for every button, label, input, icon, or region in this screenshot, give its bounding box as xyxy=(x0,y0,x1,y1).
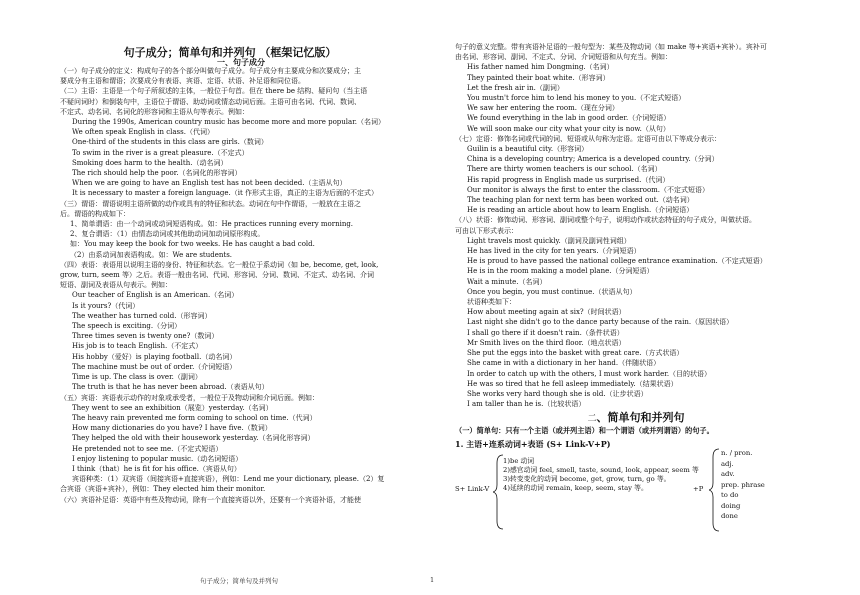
left-line: The machine must be out of order.（介词短语） xyxy=(72,362,237,371)
left-line: （五）宾语：宾语表示动作的对象或承受者，一般位于及物动词和介词后面。例如： xyxy=(60,393,319,402)
left-line: Smoking does harm to the health.（动名词） xyxy=(72,158,228,167)
formula-heading: 1. 主语+连系动词+表语 (S+ Link-V+P) xyxy=(455,438,611,449)
left-line: （三）谓语：谓语说明主语所做的动作或具有的特征和状态。动词在句中作谓语，一般放在主语之 xyxy=(60,199,361,208)
left-line: 不疑问词时）和倒装句中，主语位于谓语、助动词或情态动词后面。主语可由名词、代词、数词、 xyxy=(60,97,361,106)
left-line: To swim in the river is a great pleasure.（不定式） xyxy=(72,148,249,157)
right-line: We will soon make our city what your city is now.（从句） xyxy=(467,124,670,133)
left-line: grow, turn, seem 等）之后。表语一般由名词、代词、形容词、分词、数词、不定式、动名词、介词 xyxy=(60,271,375,280)
page-title: 句子成分；简单句和并列句 （框架记忆版） xyxy=(123,46,337,59)
diagram-item: 3)转变变化的动词 become, get, grow, turn, go 等。 xyxy=(503,474,671,483)
left-line: They helped the old with their housework yesterday.（名词化形容词） xyxy=(72,434,315,443)
left-line: Three times seven is twenty one?（数词） xyxy=(72,332,219,341)
right-line: We saw her entering the room.（现在分词） xyxy=(467,104,619,113)
right-line: Our monitor is always the first to enter the classroom.（不定式短语） xyxy=(467,185,710,194)
right-line: Wait a minute.（名词） xyxy=(467,277,547,286)
page-number: 1 xyxy=(430,576,435,584)
page-footer: 句子成分；简单句及并列句 xyxy=(200,577,278,585)
right-line: I shall go there if it doesn't rain.（条件状语） xyxy=(467,328,624,337)
right-line: China is a developing country; America is a developed country.（分词） xyxy=(467,155,719,164)
left-line: The truth is that he has never been abroad.（表语从句） xyxy=(72,383,269,392)
left-line: 宾语种类：（1）双宾语（间接宾语+直接宾语），例如：Lend me your dictionary, please.（2）复 xyxy=(72,475,385,484)
left-line: 要成分有主语和谓语；次要成分有表语、宾语、定语、状语、补足语和同位语。 xyxy=(60,77,305,86)
right-line: He is reading an article about how to learn English.（介词短语） xyxy=(467,206,694,215)
left-line: His job is to teach English.（不定式） xyxy=(72,342,203,351)
right-line: He is in the room making a model plane.（分词短语） xyxy=(467,267,654,276)
left-line: Our teacher of English is an American.（名词） xyxy=(72,291,239,300)
right-line: Once you begin, you must continue.（状语从句） xyxy=(467,287,637,296)
left-line: 1、简单谓语：由一个动词或动词短语构成。如：He practices running every morning. xyxy=(70,220,354,229)
left-line: It is necessary to master a foreign language.（it 作形式主语，真正的主语为后面的不定式） xyxy=(72,189,378,198)
right-line: He is proud to have passed the national college entrance examination.（不定式短语） xyxy=(467,257,767,266)
sentence-pattern-diagram xyxy=(455,448,817,533)
right-line: The teaching plan for next term has been worked out.（动名词） xyxy=(467,196,694,205)
right-line: His father named him Dongming.（名词） xyxy=(467,63,614,72)
right-line: She came in with a dictionary in her hand.（伴随状语） xyxy=(467,359,661,368)
right-line: She works very hard though she is old.（让步状语） xyxy=(467,389,648,398)
left-line: The speech is exciting.（分词） xyxy=(72,322,182,331)
right-line: Last night she didn't go to the dance party because of the rain.（原因状语） xyxy=(467,318,734,327)
right-line: （七）定语：修饰名词或代词的词、短语或从句称为定语。定语可由以下等成分表示： xyxy=(455,134,721,143)
left-line: We often speak English in class.（代词） xyxy=(72,128,214,137)
right-line: His rapid progress in English made us surprised.（代词） xyxy=(467,175,670,184)
section-heading-2: 二、简单句和并列句 xyxy=(587,411,685,425)
right-line: She put the eggs into the basket with great care.（方式状语） xyxy=(467,349,684,358)
left-line: How many dictionaries do you have? I have five.（数词） xyxy=(72,424,272,433)
diagram-item: 1)be 动词 xyxy=(503,456,535,465)
diagram-right-item: done xyxy=(721,512,738,521)
right-line: I am taller than he is.（比较状语） xyxy=(467,400,586,409)
left-line: （一）句子成分的定义：构成句子的各个部分叫做句子成分。句子成分有主要成分和次要成分；主 xyxy=(60,67,361,75)
left-line: They went to see an exhibition（展览）yesterday.（名词） xyxy=(72,403,273,412)
right-line: He was so tired that he fell asleep immediately.（结果状语） xyxy=(467,379,678,388)
right-line: Guilin is a beautiful city.（形容词） xyxy=(467,145,589,154)
right-line: How about meeting again at six?（时间状语） xyxy=(467,308,626,317)
right-line: In order to catch up with the others, I must work harder.（目的状语） xyxy=(467,369,712,378)
right-line: Light travels most quickly.（副词及副词性词组） xyxy=(467,236,631,245)
left-line: Is it yours?（代词） xyxy=(72,301,140,310)
right-line: 可由以下形式表示： xyxy=(455,226,518,235)
section-2-number: 二 xyxy=(587,414,597,425)
left-line: 合宾语（宾语+宾补），例如：They elected him their monitor. xyxy=(60,485,266,494)
diagram-right-item: doing xyxy=(721,501,741,510)
left-line: （2）由系动词加表语构成。如：We are students. xyxy=(70,250,233,259)
right-line: There are thirty women teachers is our school.（名词） xyxy=(467,165,662,174)
left-line: When we are going to have an English test has not been decided.（主语从句） xyxy=(72,179,347,188)
diagram-items xyxy=(503,457,699,493)
diagram-plus-p: +P xyxy=(693,484,704,493)
left-line: 如：You may keep the book for two weeks. He has caught a bad cold. xyxy=(70,240,315,249)
left-line: 不定式、动名词、名词化的形容词和主语从句等表示。例如： xyxy=(60,107,249,116)
right-line: 状语种类如下： xyxy=(467,298,516,307)
diagram-right-item: adv. xyxy=(721,470,735,479)
diagram-item: 2)感官动词 feel, smell, taste, sound, look, appear, seem 等 xyxy=(503,465,699,474)
left-line: His hobby（爱好）is playing football.（动名词） xyxy=(72,352,237,361)
diagram-left-label: S+ Link-V xyxy=(455,484,490,493)
right-line: 由名词、形容词、副词、不定式、分词、介词短语和从句充当。例如： xyxy=(455,53,672,62)
left-line: He pretended not to see me.（不定式短语） xyxy=(72,444,223,453)
diagram-right-item: to do xyxy=(721,491,739,500)
left-line: 2、复合谓语：（1）由情态动词或其他助动词加动词原形构成。 xyxy=(70,230,265,239)
left-line: The rich should help the poor.（名词化的形容词） xyxy=(72,169,242,178)
diagram-item: 4)延续的动词 remain, keep, seem, stay 等。 xyxy=(503,483,648,492)
section-2-title: 简单句和并列句 xyxy=(607,411,685,425)
left-line: （二）主语：主语是一个句子所叙述的主体，一般位于句首。但在 there be 结构、疑问句（当主语 xyxy=(60,87,368,96)
left-line: The heavy rain prevented me form coming to school on time.（代词） xyxy=(72,413,317,422)
section-heading-1: 一、句子成分 xyxy=(217,57,265,67)
simple-sentence-definition: （一）简单句：只有一个主语（或并列主语）和一个谓语（或并列谓语）的句子。 xyxy=(455,425,714,435)
right-lines xyxy=(455,42,817,409)
diagram-right-item: adj. xyxy=(721,459,734,468)
left-line: I think（that）he is fit for his office.（宾语从句） xyxy=(72,464,241,473)
right-brace-icon xyxy=(709,447,721,533)
right-line: They painted their boat white.（形容词） xyxy=(467,73,610,82)
left-line: The weather has turned cold.（形容词） xyxy=(72,311,212,320)
diagram-right-item: prep. phrase xyxy=(721,480,765,489)
right-line: We found everything in the lab in good order.（介词短语） xyxy=(467,114,671,123)
left-line: Time is up. The class is over.（副词） xyxy=(72,373,202,382)
left-line: One-third of the students in this class are girls.（数词） xyxy=(72,138,268,147)
left-line: I enjoy listening to popular music.（动名词短语） xyxy=(72,454,243,463)
left-line: 后。谓语的构成如下： xyxy=(60,209,130,218)
diagram-right-item: n. / pron. xyxy=(721,448,753,457)
left-line: 短语、副词及表语从句表示。例如： xyxy=(60,281,172,290)
left-column xyxy=(60,66,422,505)
right-line: He has lived in the city for ten years.（介词短语） xyxy=(467,247,641,256)
right-line: 句子的意义完整。带有宾语补足语的一般句型为：某些及物动词（如 make 等+宾语+宾补）。宾补可 xyxy=(455,43,767,51)
left-line: （四）表语：表语用以说明主语的身份、特征和状态。它一般位于系动词（如 be, become, get, look, xyxy=(60,260,379,269)
left-line: （六）宾语补足语：英语中有些及物动词，除有一个直接宾语以外，还要有一个宾语补语，才能使 xyxy=(60,495,361,504)
right-line: Mr Smith lives on the third floor.（地点状语） xyxy=(467,338,626,347)
right-column xyxy=(455,42,817,533)
right-line: Let the fresh air in.（副词） xyxy=(467,83,564,92)
diagram-right-items xyxy=(721,448,765,522)
left-line: During the 1990s, American country music has become more and more popular.（名词） xyxy=(72,118,386,127)
right-line: （八）状语：修饰动词、形容词、副词或整个句子，说明动作或状态特征的句子成分，叫做状语。 xyxy=(455,216,756,225)
right-line: You mustn't force him to lend his money to you.（不定式短语） xyxy=(467,94,686,103)
